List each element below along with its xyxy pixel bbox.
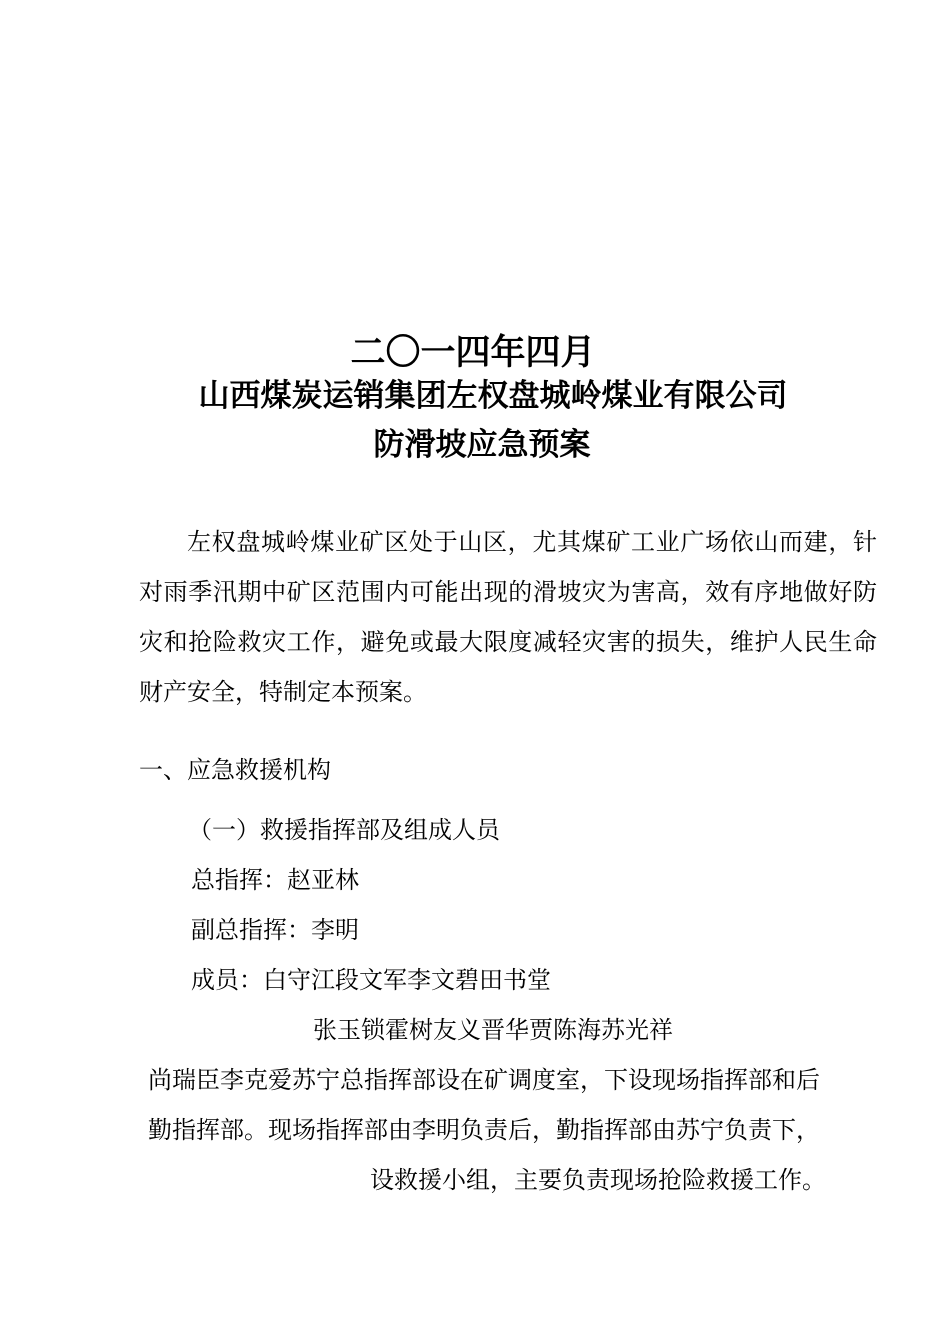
commander-line: 总指挥：赵亚林	[191, 866, 359, 894]
section-heading: 一、应急救援机构	[139, 756, 331, 784]
document-date: 二〇一四年四月	[350, 333, 596, 373]
members-line: 设救援小组，主要负责现场抢险救援工作。	[370, 1166, 826, 1194]
members-line: 勤指挥部。现场指挥部由李明负责后，勤指挥部由苏宁负责下，	[148, 1116, 820, 1144]
plan-title: 防滑坡应急预案	[373, 427, 591, 463]
sub-heading: （一）救援指挥部及组成人员	[188, 816, 500, 844]
members-line: 成员：白守江段文军李文碧田书堂	[191, 966, 551, 994]
company-name: 山西煤炭运销集团左权盘城岭煤业有限公司	[198, 378, 788, 414]
members-line: 张玉锁霍树友义晋华贾陈海苏光祥	[313, 1016, 673, 1044]
deputy-commander-line: 副总指挥：李明	[191, 916, 359, 944]
intro-paragraph: 左权盘城岭煤业矿区处于山区，尤其煤矿工业广场依山而建，针对雨季汛期中矿区范围内可能出现的滑坡灾为害高，效有序地做好防灾和抢险救灾工作，避免或最大限度减轻灾害的损失，维护人民生命财产安全，特制定本预案。	[139, 528, 877, 706]
members-line: 尚瑞臣李克爱苏宁总指挥部设在矿调度室，下设现场指挥部和后	[148, 1066, 820, 1094]
